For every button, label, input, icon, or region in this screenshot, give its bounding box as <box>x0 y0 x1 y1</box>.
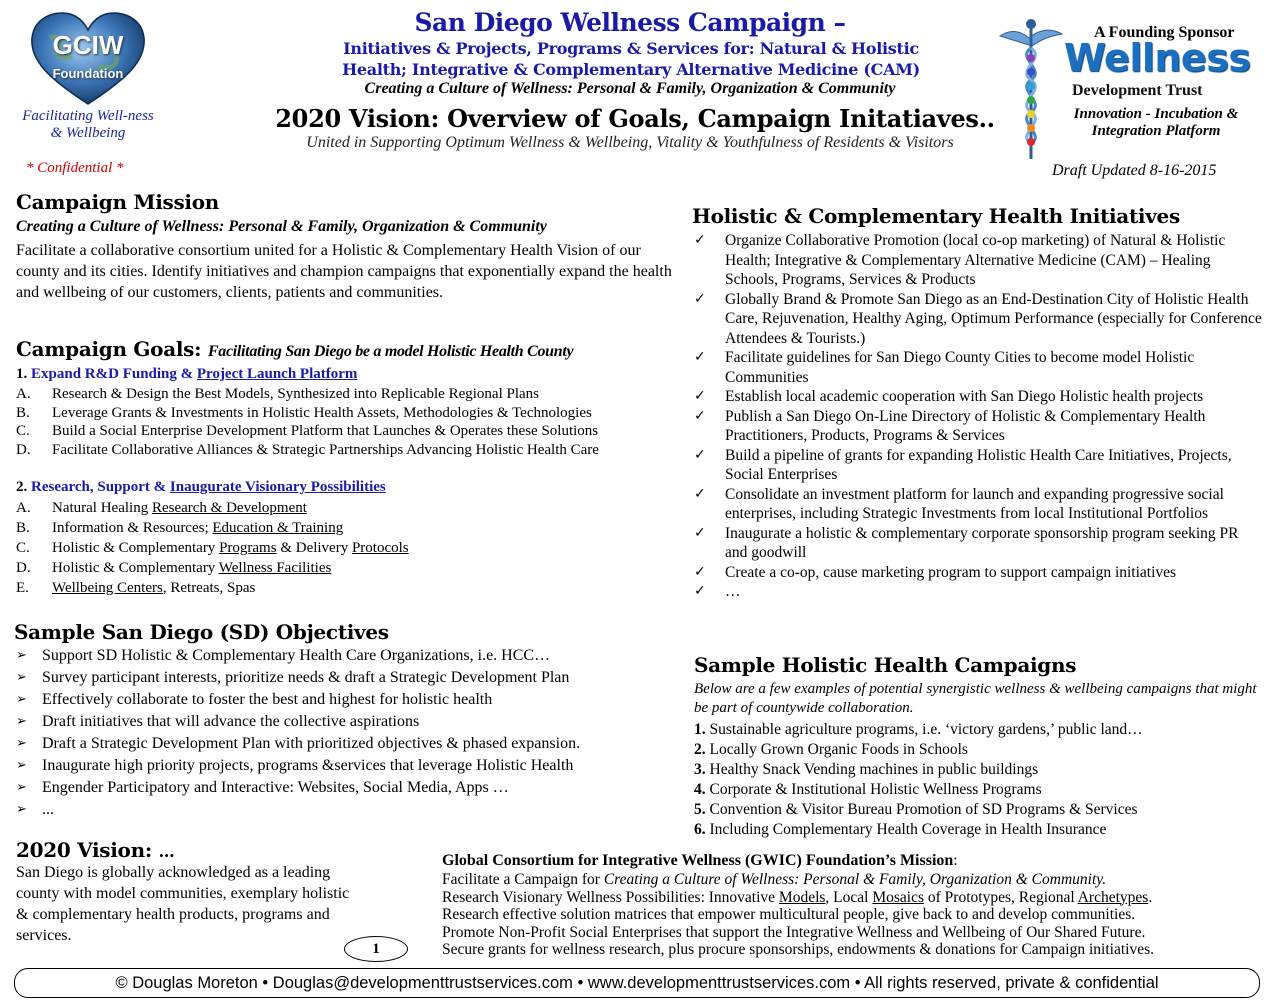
list-item <box>16 667 686 689</box>
item-letter: C. <box>16 423 30 439</box>
item-number: 1. <box>694 721 706 738</box>
item-link[interactable]: Wellness Facilities <box>218 560 332 576</box>
line-text: Facilitate a Campaign for <box>442 871 604 888</box>
vision-2020-body: San Diego is globally acknowledged as a leading county with model communities, exemplary holistic & complementary health products, programs and services. <box>16 864 350 944</box>
item-text: Leverage Grants & Investments in Holistic Health Assets, Methodologies & Technologies <box>52 404 592 421</box>
check-icon: ✓ <box>694 524 706 541</box>
list-item <box>16 538 686 558</box>
item-number: 6. <box>694 821 706 838</box>
arrow-bullet-icon: ➢ <box>16 692 27 707</box>
item-number: 2. <box>694 741 706 758</box>
mission-tagline: Creating a Culture of Wellness: Personal & Family, Organization & Community <box>16 218 547 235</box>
draft-date: Draft Updated 8-16-2015 <box>1052 162 1217 179</box>
item-text: Effectively collaborate to foster the best and highest for holistic health <box>42 691 493 708</box>
objectives-list <box>16 645 686 821</box>
check-icon: ✓ <box>694 407 706 424</box>
list-item <box>692 290 1262 349</box>
vision-2020-label: 2020 Vision: <box>16 838 152 862</box>
list-item <box>16 404 686 423</box>
subtitle-line-1: Initiatives & Projects, Programs & Services for: Natural & Holistic <box>343 39 919 58</box>
campaigns-heading: Sample Holistic Health Campaigns <box>694 653 1077 677</box>
line-text: , Local <box>825 888 873 906</box>
mosaics-link[interactable]: Mosaics <box>872 888 925 906</box>
list-item <box>694 820 1254 840</box>
item-pre: Information & Resources; <box>52 520 213 536</box>
item-link[interactable]: Education & Training <box>212 520 344 536</box>
gciw-logo <box>28 8 148 108</box>
list-item <box>694 720 1254 740</box>
check-icon: ✓ <box>694 563 706 580</box>
line-text: . <box>1148 888 1153 906</box>
item-text: Publish a San Diego On-Line Directory of Holistic & Complementary Health Practitioners, Products, Programs & Services <box>725 407 1206 444</box>
list-item <box>16 689 686 711</box>
gciw-mission-label: Global Consortium for Integrative Wellness (GWIC) Foundation’s Mission <box>442 852 954 869</box>
check-icon: ✓ <box>694 290 706 307</box>
item-text: Research & Design the Best Models, Synthesized into Replicable Regional Plans <box>52 386 539 402</box>
page-number: 1 <box>344 936 408 962</box>
item-letter: C. <box>16 540 30 556</box>
subtitle-line-2: Health; Integrative & Complementary Alternative Medicine (CAM) <box>342 60 920 79</box>
item-text: Globally Brand & Promote San Diego as an End-Destination City of Holistic Health Care, Rejuvenation, Healthy Aging, Optimum Performance (especially for Conference Attendees & Tourists.) <box>725 290 1262 347</box>
item-letter: B. <box>16 404 30 421</box>
list-item <box>16 777 686 799</box>
logo-subtitle: Foundation <box>52 66 124 81</box>
line-emphasis: Creating a Culture of Wellness: Personal & Family, Organization & Community. <box>603 871 1107 888</box>
goal-2-link[interactable]: Inaugurate Visionary Possibilities <box>169 479 386 495</box>
holistic-heading: Holistic & Complementary Health Initiatives <box>692 204 1180 228</box>
list-item <box>16 755 686 777</box>
item-text: … <box>725 583 741 600</box>
item-letter: E. <box>16 580 29 596</box>
item-post: , Retreats, Spas <box>162 580 256 596</box>
list-item <box>692 348 1262 387</box>
list-item <box>16 422 686 441</box>
item-text: Sustainable agriculture programs, i.e. ‘victory gardens,’ public land… <box>709 721 1143 738</box>
sponsor-label: A Founding Sponsor <box>1094 24 1235 41</box>
item-letter: D. <box>16 441 31 458</box>
goal-2-title: Research, Support & <box>31 479 167 495</box>
mission-line: Secure grants for wellness research, plus procure sponsorships, endowments & donations for Campaign initiatives. <box>442 941 1154 958</box>
item-text: Support SD Holistic & Complementary Health Care Organizations, i.e. HCC… <box>42 647 551 664</box>
goal-1-title: Expand R&D Funding & <box>31 366 194 382</box>
list-item <box>692 407 1262 446</box>
goal-1-link[interactable]: Project Launch Platform <box>196 366 358 382</box>
item-text: Facilitate guidelines for San Diego County Cities to become model Holistic Communities <box>725 349 1195 386</box>
goal-2-list <box>16 498 686 598</box>
list-item <box>16 518 686 538</box>
line-text: of Prototypes, Regional <box>924 888 1078 906</box>
item-link[interactable]: Wellbeing Centers <box>52 580 163 596</box>
line-text: Research Visionary Wellness Possibilities: Innovative <box>442 888 779 906</box>
list-item <box>16 498 686 518</box>
check-icon: ✓ <box>694 583 706 599</box>
item-link[interactable]: Research & Development <box>151 500 307 516</box>
vision-heading: 2020 Vision: Overview of Goals, Campaign Initatiaves.. <box>275 104 995 133</box>
vision-2020-ellipsis: … <box>158 842 175 861</box>
campaigns-list <box>694 720 1254 840</box>
item-text: Engender Participatory and Interactive: Websites, Social Media, Apps … <box>42 779 509 796</box>
list-item <box>16 385 686 404</box>
list-item <box>692 446 1262 485</box>
goals-tagline: Facilitating San Diego be a model Holistic Health County <box>207 343 574 360</box>
item-text: Locally Grown Organic Foods in Schools <box>709 741 968 758</box>
item-number: 5. <box>694 801 706 818</box>
item-text: Including Complementary Health Coverage in Health Insurance <box>709 821 1107 838</box>
arrow-bullet-icon: ➢ <box>16 780 27 795</box>
item-pre: Holistic & Complementary <box>52 540 220 556</box>
item-text: Organize Collaborative Promotion (local co-op marketing) of Natural & Holistic Health; Integrative & Complementary Alternative Medicine (CAM) – Healing Schools, Programs, Services & Products <box>725 232 1226 288</box>
item-text: Inaugurate high priority projects, programs &services that leverage Holistic Health <box>42 757 574 774</box>
arrow-bullet-icon: ➢ <box>16 758 27 773</box>
check-icon: ✓ <box>694 349 706 365</box>
list-item <box>694 800 1254 820</box>
culture-tagline: Creating a Culture of Wellness: Personal & Family, Organization & Community <box>364 80 896 97</box>
list-item <box>16 578 686 598</box>
mission-body: Facilitate a collaborative consortium united for a Holistic & Complementary Health Vision of our county and its cities. Identify initiatives and champion campaigns that exponentially expand the health and wellbeing of our customers, clients, patients and communities. <box>16 242 672 301</box>
campaigns-intro: Below are a few examples of potential synergistic wellness & wellbeing campaigns that might be part of countywide collaboration. <box>694 681 1257 716</box>
item-text: Survey participant interests, prioritize needs & draft a Strategic Development Plan <box>42 669 570 686</box>
vision-2020-heading <box>16 838 174 862</box>
list-item <box>16 645 686 667</box>
item-link[interactable]: Protocols <box>351 540 409 556</box>
footer: © Douglas Moreton • Douglas@developmenttrustservices.com • www.developmenttrustservices.com • All rights reserved, private & confidential <box>14 968 1260 998</box>
holistic-list <box>692 231 1262 602</box>
item-text: Build a Social Enterprise Development Platform that Launches & Operates these Solutions <box>52 423 599 439</box>
sponsor-org: Development Trust <box>1072 82 1203 99</box>
item-pre: Holistic & Complementary <box>52 560 219 576</box>
list-item <box>694 760 1254 780</box>
models-link[interactable]: Models <box>778 888 826 906</box>
list-item <box>692 563 1262 583</box>
item-text: Establish local academic cooperation with San Diego Holistic health projects <box>725 388 1204 405</box>
item-text <box>52 558 331 578</box>
mission-line <box>442 889 1268 907</box>
item-mid: & Delivery <box>276 540 352 556</box>
gciw-mission-body <box>442 871 1268 959</box>
item-text: Inaugurate a holistic & complementary corporate sponsorship program seeking PR and goodwill <box>725 524 1239 561</box>
page-title: San Diego Wellness Campaign – <box>414 8 846 37</box>
item-text: Create a co-op, cause marketing program to support campaign initiatives <box>725 563 1177 581</box>
item-letter: D. <box>16 560 31 576</box>
list-item <box>16 441 686 460</box>
item-text: Consolidate an investment platform for launch and expanding progressive social enterprises, including Strategic Investments from local Institutional Portfolios <box>725 485 1224 522</box>
page-subtitle <box>296 38 966 80</box>
caduceus-icon <box>996 14 1066 164</box>
item-text: Draft initiatives that will advance the collective aspirations <box>42 713 420 730</box>
arrow-bullet-icon: ➢ <box>16 714 27 729</box>
item-text <box>52 578 255 598</box>
list-item <box>694 740 1254 760</box>
list-item <box>16 711 686 733</box>
item-letter: A. <box>16 500 31 516</box>
check-icon: ✓ <box>694 388 706 404</box>
goal-2-number: 2. <box>16 479 28 495</box>
item-text: Convention & Visitor Bureau Promotion of SD Programs & Services <box>709 801 1138 818</box>
item-text: Corporate & Institutional Holistic Wellness Programs <box>709 781 1042 798</box>
item-number: 4. <box>694 781 706 798</box>
objectives-heading: Sample San Diego (SD) Objectives <box>14 620 389 644</box>
item-link[interactable]: Programs <box>219 540 277 556</box>
item-text: Build a pipeline of grants for expanding Holistic Health Care Initiatives, Projects, Social Enterprises <box>725 446 1232 483</box>
list-item <box>692 231 1262 290</box>
gciw-mission-colon: : <box>953 852 958 869</box>
list-item <box>694 780 1254 800</box>
item-letter: A. <box>16 386 31 402</box>
arrow-bullet-icon: ➢ <box>16 802 27 817</box>
item-pre: Natural Healing <box>52 500 152 516</box>
arrow-bullet-icon: ➢ <box>16 670 27 685</box>
facilitating-tagline: Facilitating Well-ness & Wellbeing <box>22 108 154 141</box>
arrow-bullet-icon: ➢ <box>16 648 27 663</box>
logo-title: GCIW <box>52 30 124 60</box>
item-text: Facilitate Collaborative Alliances & Strategic Partnerships Advancing Holistic Health Care <box>52 441 599 458</box>
check-icon: ✓ <box>694 485 706 502</box>
list-item <box>16 733 686 755</box>
mission-heading: Campaign Mission <box>16 190 220 214</box>
goal-2-heading <box>16 479 386 496</box>
item-text: Healthy Snack Vending machines in public buildings <box>709 761 1039 778</box>
item-text <box>52 538 409 558</box>
goal-1-heading <box>16 366 357 383</box>
item-letter: B. <box>16 520 30 536</box>
list-item <box>692 582 1262 602</box>
goal-1-number: 1. <box>16 366 28 382</box>
list-item <box>16 558 686 578</box>
gciw-mission-heading <box>442 852 958 870</box>
list-item <box>692 485 1262 524</box>
list-item <box>692 524 1262 563</box>
goal-1-list <box>16 385 686 459</box>
list-item <box>16 799 686 821</box>
arrow-bullet-icon: ➢ <box>16 736 27 751</box>
sponsor-name: Wellness <box>1064 36 1251 80</box>
archetypes-link[interactable]: Archetypes <box>1077 888 1149 906</box>
mission-line <box>442 871 1268 889</box>
check-icon: ✓ <box>694 232 706 248</box>
mission-line: Research effective solution matrices that empower multicultural people, give back to and develop communities. <box>442 906 1136 923</box>
goals-heading <box>16 337 573 361</box>
item-number: 3. <box>694 761 706 778</box>
check-icon: ✓ <box>694 446 706 463</box>
list-item <box>692 387 1262 407</box>
item-text: Draft a Strategic Development Plan with prioritized objectives & phased expansion. <box>42 735 581 752</box>
item-text <box>52 498 307 518</box>
goals-heading-label: Campaign Goals: <box>16 337 202 361</box>
confidential-label: * Confidential * <box>26 160 124 176</box>
item-text: ... <box>42 801 54 818</box>
item-text <box>52 518 343 538</box>
sponsor-tagline: Innovation - Incubation & Integration Platform <box>1073 106 1239 139</box>
united-tagline: United in Supporting Optimum Wellness & Wellbeing, Vitality & Youthfulness of Residents & Visitors <box>306 134 954 151</box>
mission-line: Promote Non-Profit Social Enterprises that support the Integrative Wellness and Wellbeing of Our Shared Future. <box>442 923 1146 941</box>
